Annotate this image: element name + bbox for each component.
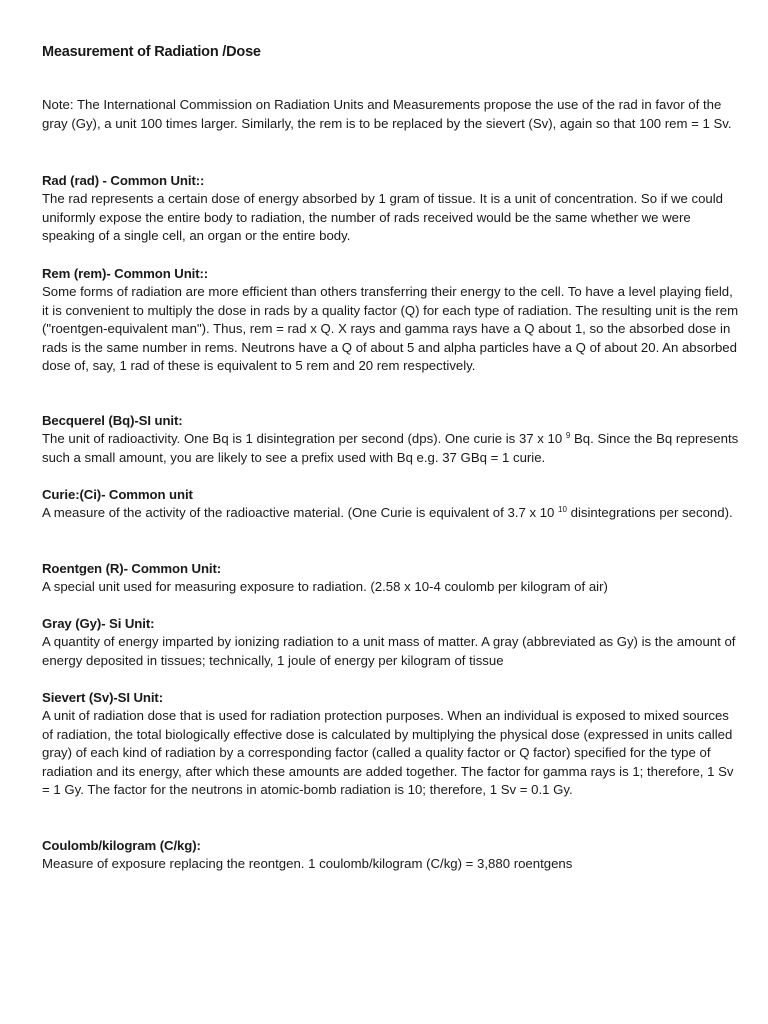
page-title: Measurement of Radiation /Dose xyxy=(42,44,261,60)
body-text: The unit of radioactivity. One Bq is 1 disintegration per second (dps). One curie is 37 x 10 xyxy=(42,431,566,446)
section-body: Measure of exposure replacing the reontgen. 1 coulomb/kilogram (C/kg) = 3,880 roentgens xyxy=(42,856,573,871)
section-heading: Rad (rad) - Common Unit:: xyxy=(42,173,205,188)
section-roentgen xyxy=(42,559,742,597)
section-coulomb xyxy=(42,836,742,874)
section-body: A special unit used for measuring exposure to radiation. (2.58 x 10-4 coulomb per kilogram of air) xyxy=(42,579,608,594)
section-rem xyxy=(42,264,742,376)
exponent: 10 xyxy=(558,505,567,514)
section-heading: Becquerel (Bq)-SI unit: xyxy=(42,413,183,428)
section-body: A unit of radiation dose that is used for radiation protection purposes. When an individual is exposed to mixed sources of radiation, the total biologically effective dose is calculated by multiplying the physical dose (expressed in units called gray) of each kind of radiation by a corresponding factor (called a quality factor or Q factor) specified for the type of radiation and its energy, after which these amounts are added together. The factor for gamma rays is 1; therefore, 1 Sv = 1 Gy. The factor for the neutrons in atomic-bomb radiation is 10; therefore, 1 Sv = 0.1 Gy. xyxy=(42,708,734,797)
body-text: Bq. Since the Bq represents such a small amount, you are likely to see a prefix used with Bq e.g. 37 GBq = 1 curie. xyxy=(42,431,739,465)
body-text: disintegrations per second). xyxy=(566,505,733,520)
section-curie xyxy=(42,485,742,523)
section-becquerel xyxy=(42,411,742,467)
section-body: The rad represents a certain dose of energy absorbed by 1 gram of tissue. It is a unit of concentration. So if we could uniformly expose the entire body to radiation, the number of rads received would be the same whether we were speaking of a single cell, an organ or the entire body. xyxy=(42,191,723,243)
section-body xyxy=(42,504,742,523)
intro-note: Note: The International Commission on Radiation Units and Measurements propose the use of the rad in favor of the gray (Gy), a unit 100 times larger. Similarly, the rem is to be replaced by the sievert (Sv), again so that 100 rem = 1 Sv. xyxy=(42,97,732,131)
section-body: Some forms of radiation are more efficient than others transferring their energy to the cell. To have a level playing field, it is convenient to multiply the dose in rads by a quality factor (Q) for each type of radiation. The resulting unit is the rem ("roentgen-equivalent man"). Thus, rem = rad x Q. X rays and gamma rays have a Q about 1, so the absorbed dose in rads is the same number in rems. Neutrons have a Q of about 5 and alpha particles have a Q of about 20. An absorbed dose of, say, 1 rad of these is equivalent to 5 rem and 20 rem respectively. xyxy=(42,284,739,373)
section-heading: Coulomb/kilogram (C/kg): xyxy=(42,838,201,853)
section-body xyxy=(42,430,742,467)
section-heading: Sievert (Sv)-SI Unit: xyxy=(42,690,164,705)
exponent: 9 xyxy=(565,431,571,440)
body-text: A measure of the activity of the radioactive material. (One Curie is equivalent of 3.7 x 10 xyxy=(42,505,559,520)
section-heading: Gray (Gy)- Si Unit: xyxy=(42,616,155,631)
section-heading: Roentgen (R)- Common Unit: xyxy=(42,561,222,576)
section-sievert xyxy=(42,688,742,800)
section-heading: Rem (rem)- Common Unit:: xyxy=(42,266,209,281)
section-body: A quantity of energy imparted by ionizing radiation to a unit mass of matter. A gray (abbreviated as Gy) is the amount of energy deposited in tissues; technically, 1 joule of energy per kilogram of tissue xyxy=(42,634,736,668)
section-heading: Curie:(Ci)- Common unit xyxy=(42,487,193,502)
section-rad xyxy=(42,171,742,246)
section-gray xyxy=(42,614,742,670)
